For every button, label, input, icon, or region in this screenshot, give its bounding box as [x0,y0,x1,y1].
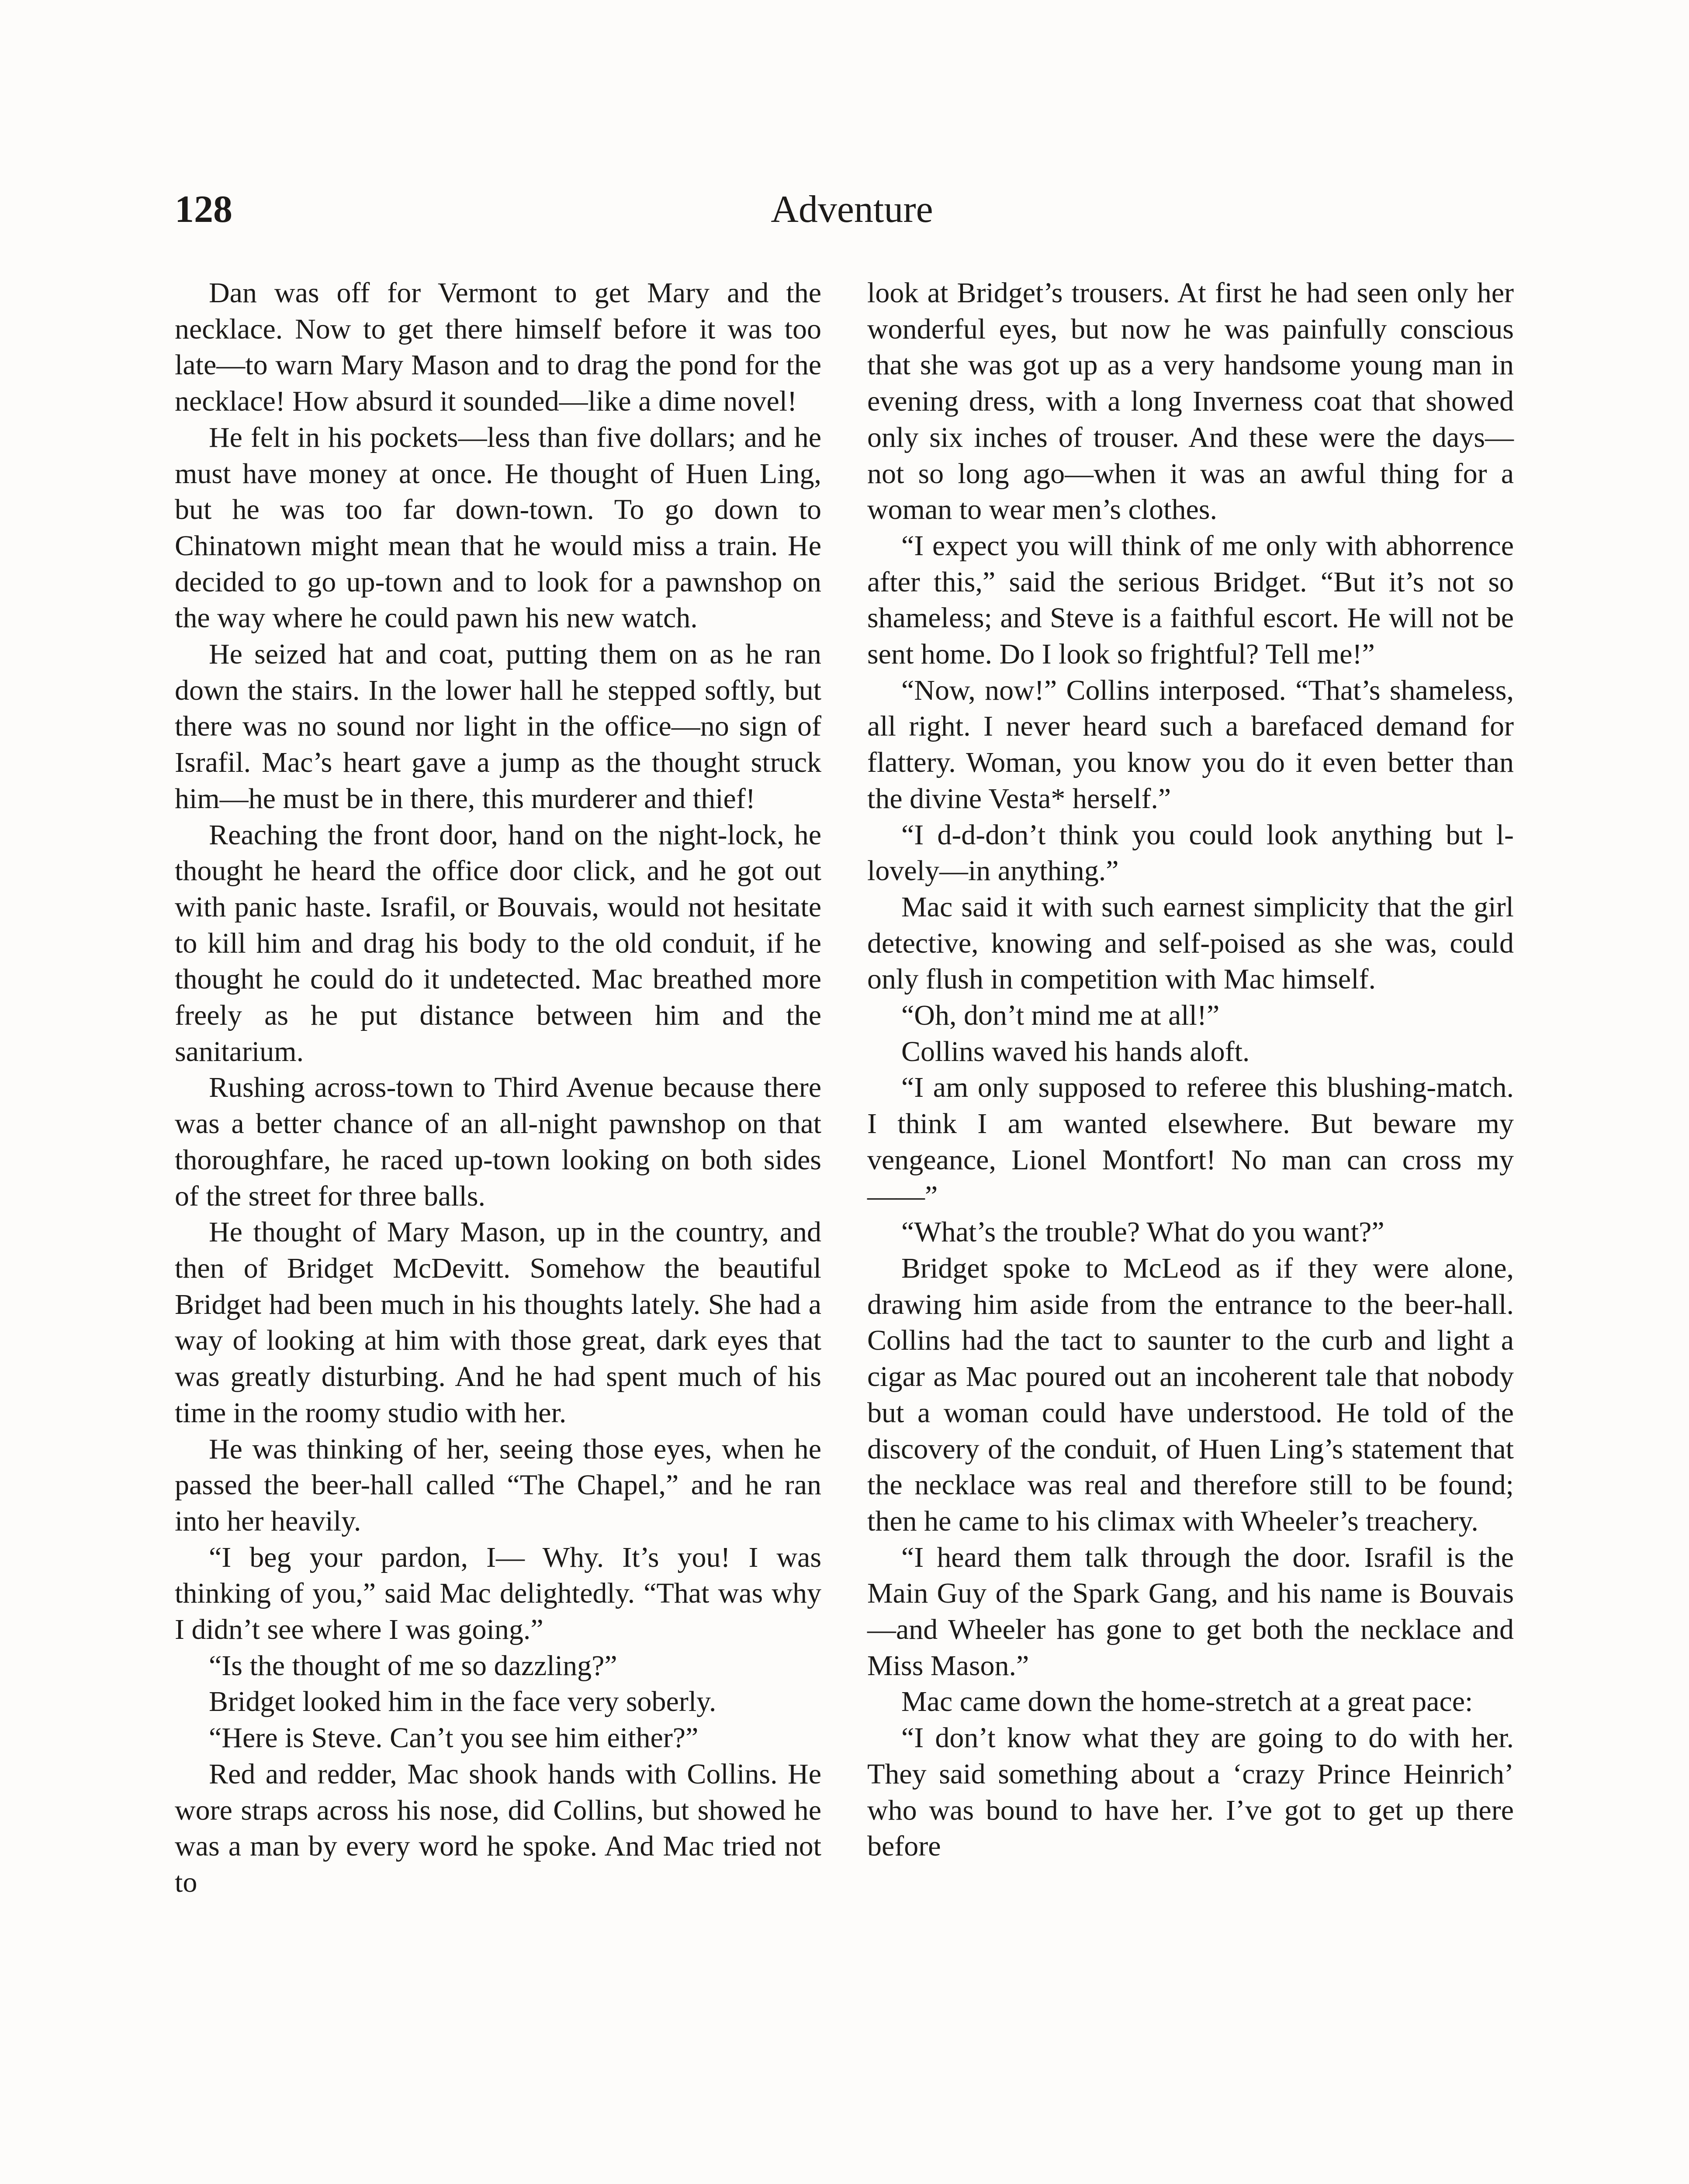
paragraph: “I heard them talk through the door. Israfil is the Main Guy of the Spark Gang, and his name is Bouvais—and Wheeler has gone to get both the necklace and Miss Mason.” [867,1541,1514,1682]
paragraph: Red and redder, Mac shook hands with Collins. He wore straps across his nose, did Collins, but showed he was a man by every word he spoke. And Mac tried not to [175,1758,821,1898]
paragraph: Mac came down the home-stretch at a great pace: [901,1686,1473,1718]
paragraph: He thought of Mary Mason, up in the country, and then of Bridget McDevitt. Somehow the beautiful Bridget had been much in his thoughts lately. She had a way of looking at him with those great, dark eyes that was greatly disturbing. And he had spent much of his time in the roomy studio with her. [175,1216,821,1429]
running-title: Adventure [771,188,933,231]
paragraph-continued: look at Bridget’s trousers. At first he had seen only her wonderful eyes, but now he was painfully conscious that she was got up as a very handsome young man in evening dress, with a long Inverness coat that showed only six inches of trouser. And these were the days—not so long ago—when it was an awful thing for a woman to wear men’s clothes. [867,277,1514,526]
page-number: 128 [175,188,232,231]
paragraph: “Oh, don’t mind me at all!” [901,999,1220,1032]
paragraph: “I d-d-don’t think you could look anything but l-lovely—in anything.” [867,819,1514,887]
paragraph: He felt in his pockets—less than five dollars; and he must have money at once. He thought of Huen Ling, but he was too far down-town. To go down to Chinatown might mean that he would miss a train. He decided to go up-town and to look for a pawnshop on the way where he could pawn his new watch. [175,421,821,634]
paragraph: “What’s the trouble? What do you want?” [901,1216,1384,1248]
paragraph: “Now, now!” Collins interposed. “That’s shameless, all right. I never heard such a barefaced demand for flattery. Woman, you know you do it even better than the divine Vesta* herself.” [867,674,1514,815]
paragraph: He seized hat and coat, putting them on as he ran down the stairs. In the lower hall he stepped softly, but there was no sound nor light in the office—no sign of Israfil. Mac’s heart gave a jump as the thought struck him—he must be in there, this murderer and thief! [175,638,821,815]
paragraph: “I expect you will think of me only with abhorrence after this,” said the serious Bridget. “But it’s not so shameless; and Steve is a faithful escort. He will not be sent home. Do I look so frightful? Tell me!” [867,529,1514,670]
paragraph: Collins waved his hands aloft. [901,1035,1250,1068]
page-header [175,183,1529,236]
paragraph: “Is the thought of me so dazzling?” [209,1649,617,1682]
paragraph: “Here is Steve. Can’t you see him either?” [209,1722,699,1754]
paragraph: Reaching the front door, hand on the night-lock, he thought he heard the office door click, and he got out with panic haste. Israfil, or Bouvais, would not hesitate to kill him and drag his body to the old conduit, if he thought he could do it undetected. Mac breathed more freely as he put distance between him and the sanitarium. [175,819,821,1068]
paragraph: Mac said it with such earnest simplicity that the girl detective, knowing and self-poised as she was, could only flush in competition with Mac himself. [867,891,1514,995]
paragraph: Rushing across-town to Third Avenue because there was a better chance of an all-night pawnshop on that thoroughfare, he raced up-town looking on both sides of the street for three balls. [175,1071,821,1212]
paragraph: “I beg your pardon, I— Why. It’s you! I was thinking of you,” said Mac delightedly. “That was why I didn’t see where I was going.” [175,1541,821,1646]
left-column [175,275,821,1901]
paragraph: Bridget looked him in the face very soberly. [209,1686,716,1718]
paragraph: Dan was off for Vermont to get Mary and the necklace. Now to get there himself before it was too late—to warn Mary Mason and to drag the pond for the necklace! How absurd it sounded—like a dime novel! [175,277,821,418]
paragraph: He was thinking of her, seeing those eyes, when he passed the beer-hall called “The Chapel,” and he ran into her heavily. [175,1433,821,1537]
paragraph: “I am only supposed to referee this blushing-match. I think I am wanted elsewhere. But beware my vengeance, Lionel Montfort! No man can cross my——” [867,1071,1514,1212]
paragraph: “I don’t know what they are going to do with her. They said something about a ‘crazy Prince Heinrich’ who was bound to have her. I’ve got to get up there before [867,1722,1514,1863]
paragraph: Bridget spoke to McLeod as if they were alone, drawing him aside from the entrance to the beer-hall. Collins had the tact to saunter to the curb and light a cigar as Mac poured out an incoherent tale that nobody but a woman could have understood. He told of the discovery of the conduit, of Huen Ling’s statement that the necklace was real and therefore still to be found; then he came to his climax with Wheeler’s treachery. [867,1252,1514,1537]
right-column [867,275,1514,1865]
